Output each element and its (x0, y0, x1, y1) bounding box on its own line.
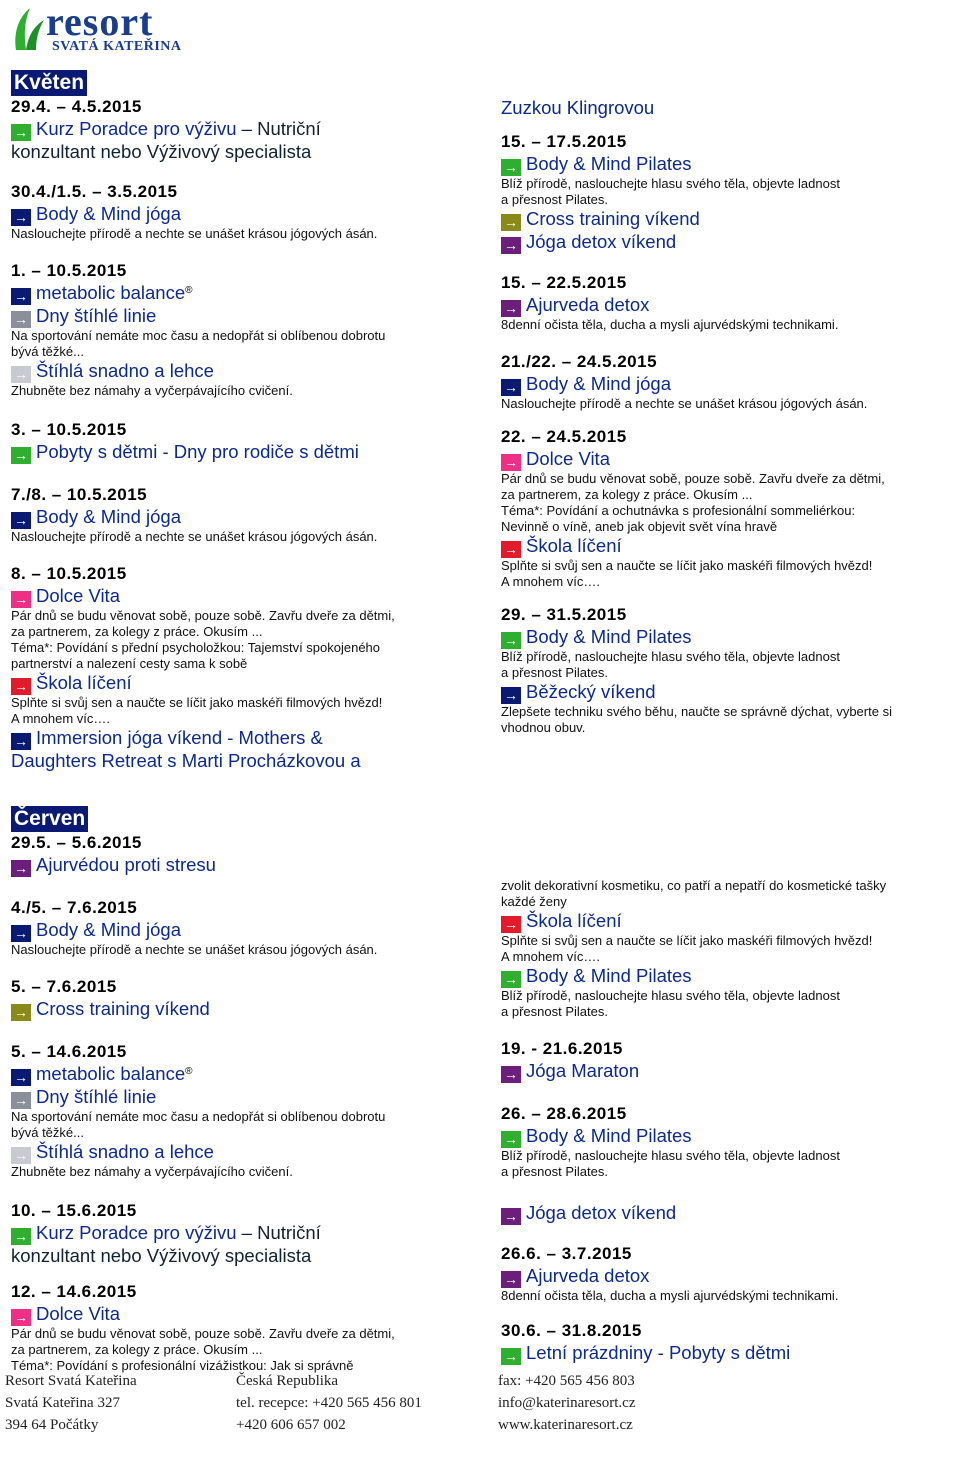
footer-fax: fax: +420 565 456 803 (498, 1373, 635, 1389)
event-date: 29.5. – 5.6.2015 (11, 833, 142, 852)
event-title[interactable]: → Běžecký víkend (501, 681, 956, 704)
footer-line: Česká Republika (236, 1373, 339, 1389)
event-title[interactable]: → Body & Mind jóga (501, 373, 956, 396)
may-right-column (501, 97, 956, 736)
event-description: Blíž přírodě, naslouchejte hlasu svého těla, objevte ladnost (501, 649, 840, 664)
event-title-cont: Daughters Retreat s Marti Procházkovou a (11, 750, 361, 771)
event-description: Zhubněte bez námahy a vyčerpávajícího cvičení. (11, 383, 293, 398)
event-date: 5. – 7.6.2015 (11, 977, 117, 996)
footer-phone[interactable]: +420 606 657 002 (236, 1417, 346, 1433)
event-description: za partnerem, za kolegy z práce. Okusím ... (11, 1342, 263, 1357)
month-heading-june: Červen (11, 806, 88, 832)
event-description: za partnerem, za kolegy z práce. Okusím ... (11, 624, 263, 639)
event-title[interactable]: → Dolce Vita (11, 585, 481, 608)
arrow-icon: → (11, 124, 31, 141)
event-description: Blíž přírodě, naslouchejte hlasu svého těla, objevte ladnost (501, 176, 840, 191)
event-description: a přesnost Pilates. (501, 192, 608, 207)
footer-online (498, 1370, 636, 1436)
event-title[interactable]: → Immersion jóga víkend - Mothers & (11, 727, 481, 750)
event-title[interactable]: → Kurz Poradce pro výživu – Nutriční (11, 118, 481, 141)
event-title[interactable]: → Kurz Poradce pro výživu – Nutriční (11, 1222, 481, 1245)
event-title[interactable]: → Cross training víkend (501, 208, 956, 231)
arrow-icon: → (11, 1228, 31, 1245)
arrow-icon: → (501, 541, 521, 558)
arrow-icon: → (11, 512, 31, 529)
event-description: Nevinně o víně, aneb jak objevit svět vína hravě (501, 519, 778, 534)
arrow-icon: → (11, 1069, 31, 1086)
footer-contact (236, 1370, 422, 1436)
event-date: 21./22. – 24.5.2015 (501, 352, 658, 371)
arrow-icon: → (11, 1309, 31, 1326)
event-date: 15. – 22.5.2015 (501, 273, 627, 292)
event-title[interactable]: → Pobyty s dětmi - Dny pro rodiče s dětmi (11, 441, 481, 464)
event-date: 4./5. – 7.6.2015 (11, 898, 138, 917)
event-title[interactable]: → metabolic balance® (11, 282, 481, 305)
event-title[interactable]: → Cross training víkend (11, 998, 481, 1021)
logo-word: resort (46, 0, 154, 44)
arrow-icon: → (501, 159, 521, 176)
event-description: Naslouchejte přírodě a nechte se unášet krásou jógových ásán. (11, 529, 378, 544)
event-title[interactable]: → Jóga detox víkend (501, 231, 956, 254)
event-description: 8denní očista těla, ducha a mysli ajurvédskými technikami. (501, 1288, 839, 1303)
arrow-icon: → (11, 288, 31, 305)
june-right-column (501, 878, 956, 1365)
event-title[interactable]: → Body & Mind jóga (11, 919, 481, 942)
arrow-icon: → (501, 454, 521, 471)
event-title[interactable]: → Ajurveda detox (501, 294, 956, 317)
event-date: 8. – 10.5.2015 (11, 564, 127, 583)
event-description: Naslouchejte přírodě a nechte se unášet krásou jógových ásán. (11, 942, 378, 957)
event-description: Naslouchejte přírodě a nechte se unášet krásou jógových ásán. (11, 226, 378, 241)
event-date: 7./8. – 10.5.2015 (11, 485, 148, 504)
event-description: Téma*: Povídání s profesionální vizážistkou: Jak si správně (11, 1358, 354, 1373)
event-description: Pár dnů se budu věnovat sobě, pouze sobě. Zavřu dveře za dětmi, (501, 471, 885, 486)
event-description: 8denní očista těla, ducha a mysli ajurvédskými technikami. (501, 317, 839, 332)
event-description: Blíž přírodě, naslouchejte hlasu svého těla, objevte ladnost (501, 1148, 840, 1163)
event-description: Splňte si svůj sen a naučte se líčit jako maskéři filmových hvězd! (11, 695, 383, 710)
event-date: 26.6. – 3.7.2015 (501, 1244, 632, 1263)
event-description: bývá těžké... (11, 344, 84, 359)
arrow-icon: → (501, 300, 521, 317)
event-description: partnerství a nalezení cesty sama k sobě (11, 656, 248, 671)
arrow-icon: → (501, 632, 521, 649)
event-date: 19. - 21.6.2015 (501, 1039, 623, 1058)
event-title[interactable]: → Body & Mind Pilates (501, 1125, 956, 1148)
event-title[interactable]: → Dny štíhlé linie (11, 305, 481, 328)
arrow-icon: → (11, 366, 31, 383)
arrow-icon: → (11, 1092, 31, 1109)
event-title[interactable]: → Jóga detox víkend (501, 1202, 956, 1225)
event-description: a přesnost Pilates. (501, 665, 608, 680)
event-description: Splňte si svůj sen a naučte se líčit jako maskéři filmových hvězd! (501, 933, 873, 948)
event-title[interactable]: → Body & Mind jóga (11, 506, 481, 529)
event-description: Na sportování nemáte moc času a nedopřát si oblíbenou dobrotu (11, 328, 386, 343)
arrow-icon: → (11, 209, 31, 226)
event-title[interactable]: → Štíhlá snadno a lehce (11, 360, 481, 383)
event-description: Pár dnů se budu věnovat sobě, pouze sobě. Zavřu dveře za dětmi, (11, 1326, 395, 1341)
arrow-icon: → (501, 687, 521, 704)
arrow-icon: → (11, 733, 31, 750)
event-date: 22. – 24.5.2015 (501, 427, 627, 446)
arrow-icon: → (501, 379, 521, 396)
event-description: A mnohem víc…. (501, 574, 600, 589)
event-description: Téma*: Povídání s přední psycholožkou: Tajemství spokojeného (11, 640, 381, 655)
event-title[interactable]: → Dny štíhlé linie (11, 1086, 481, 1109)
event-title[interactable]: → Škola líčení (11, 672, 481, 695)
event-date: 3. – 10.5.2015 (11, 420, 127, 439)
arrow-icon: → (501, 1131, 521, 1148)
event-title[interactable]: → Dolce Vita (501, 448, 956, 471)
arrow-icon: → (11, 860, 31, 877)
arrow-icon: → (501, 1271, 521, 1288)
event-title[interactable]: → Dolce Vita (11, 1303, 481, 1326)
event-date: 29.4. – 4.5.2015 (11, 97, 142, 116)
event-description: Zlepšete techniku svého běhu, naučte se správně dýchat, vyberte si (501, 704, 892, 719)
event-title[interactable]: → Body & Mind Pilates (501, 965, 956, 988)
footer-phone[interactable]: tel. recepce: +420 565 456 801 (236, 1395, 422, 1411)
event-description: Naslouchejte přírodě a nechte se unášet krásou jógových ásán. (501, 396, 868, 411)
event-description: Pár dnů se budu věnovat sobě, pouze sobě. Zavřu dveře za dětmi, (11, 608, 395, 623)
event-title[interactable]: → Letní prázdniny - Pobyty s dětmi (501, 1342, 956, 1365)
event-date: 30.6. – 31.8.2015 (501, 1321, 642, 1340)
arrow-icon: → (501, 1066, 521, 1083)
event-title[interactable]: → Škola líčení (501, 910, 956, 933)
arrow-icon: → (501, 916, 521, 933)
month-heading-may: Květen (11, 70, 87, 96)
arrow-icon: → (11, 1147, 31, 1164)
event-date: 26. – 28.6.2015 (501, 1104, 627, 1123)
event-description: Splňte si svůj sen a naučte se líčit jako maskéři filmových hvězd! (501, 558, 873, 573)
arrow-icon: → (501, 214, 521, 231)
event-description: každé ženy (501, 894, 567, 909)
event-date: 12. – 14.6.2015 (11, 1282, 137, 1301)
june-left-column (11, 806, 481, 1374)
arrow-icon: → (11, 925, 31, 942)
event-description: bývá těžké... (11, 1125, 84, 1140)
event-description: vhodnou obuv. (501, 720, 586, 735)
arrow-icon: → (501, 1348, 521, 1365)
event-title[interactable]: → Štíhlá snadno a lehce (11, 1141, 481, 1164)
may-left-column (11, 70, 481, 772)
event-description: Blíž přírodě, naslouchejte hlasu svého těla, objevte ladnost (501, 988, 840, 1003)
logo-subtitle: SVATÁ KATEŘINA (52, 39, 182, 54)
event-title[interactable]: → Body & Mind Pilates (501, 153, 956, 176)
event-description: za partnerem, za kolegy z práce. Okusím ... (501, 487, 753, 502)
leaf-logo-icon (12, 6, 46, 52)
event-title[interactable]: → Ajurveda detox (501, 1265, 956, 1288)
arrow-icon: → (11, 1004, 31, 1021)
arrow-icon: → (11, 591, 31, 608)
event-title[interactable]: → Body & Mind Pilates (501, 626, 956, 649)
event-date: 29. – 31.5.2015 (501, 605, 627, 624)
footer-line: 394 64 Počátky (5, 1417, 99, 1433)
event-description: Téma*: Povídání a ochutnávka s profesionální sommeliérkou: (501, 503, 856, 518)
footer-line: Svatá Kateřina 327 (5, 1395, 120, 1411)
event-title-cont: konzultant nebo Výživový specialista (11, 1245, 312, 1266)
footer-website-link[interactable]: www.katerinaresort.cz (498, 1417, 633, 1433)
resort-logo (10, 0, 200, 54)
event-title[interactable]: → Ajurvédou proti stresu (11, 854, 481, 877)
event-title[interactable]: → Škola líčení (501, 535, 956, 558)
event-date: 15. – 17.5.2015 (501, 132, 627, 151)
event-description: A mnohem víc…. (501, 949, 600, 964)
event-title-cont: Zuzkou Klingrovou (501, 97, 655, 118)
event-description: a přesnost Pilates. (501, 1164, 608, 1179)
event-date: 1. – 10.5.2015 (11, 261, 127, 280)
event-description: a přesnost Pilates. (501, 1004, 608, 1019)
event-date: 30.4./1.5. – 3.5.2015 (11, 182, 178, 201)
event-description: Na sportování nemáte moc času a nedopřát si oblíbenou dobrotu (11, 1109, 386, 1124)
arrow-icon: → (501, 1208, 521, 1225)
event-title-cont: konzultant nebo Výživový specialista (11, 141, 312, 162)
event-description: Zhubněte bez námahy a vyčerpávajícího cvičení. (11, 1164, 293, 1179)
arrow-icon: → (501, 971, 521, 988)
event-title[interactable]: → metabolic balance® (11, 1063, 481, 1086)
footer-line: Resort Svatá Kateřina (5, 1373, 137, 1389)
footer-email-link[interactable]: info@katerinaresort.cz (498, 1395, 636, 1411)
arrow-icon: → (501, 237, 521, 254)
event-title[interactable]: → Jóga Maraton (501, 1060, 956, 1083)
event-description: zvolit dekorativní kosmetiku, co patří a nepatří do kosmetické tašky (501, 878, 887, 893)
event-title[interactable]: → Body & Mind jóga (11, 203, 481, 226)
event-date: 5. – 14.6.2015 (11, 1042, 127, 1061)
event-date: 10. – 15.6.2015 (11, 1201, 137, 1220)
arrow-icon: → (11, 447, 31, 464)
event-description: A mnohem víc…. (11, 711, 110, 726)
arrow-icon: → (11, 678, 31, 695)
arrow-icon: → (11, 311, 31, 328)
footer-address (5, 1370, 137, 1436)
